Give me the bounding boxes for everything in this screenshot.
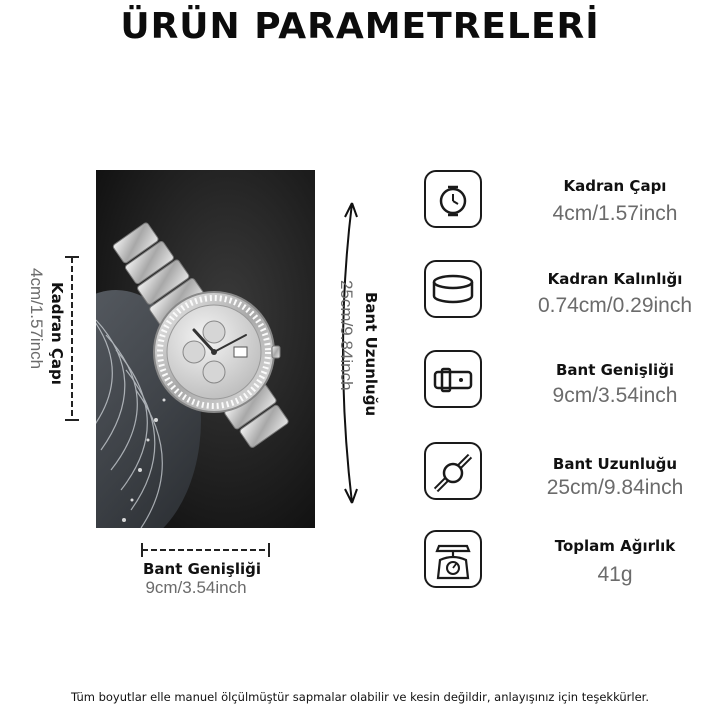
param-label: Kadran Çapı [563,177,667,195]
band-width-icon [424,350,482,408]
footnote: Tüm boyutlar elle manuel ölçülmüştür sapmalar olabilir ve kesin değildir, anlayışınız için teşekkürler. [71,690,649,704]
band-length-icon [424,442,482,500]
param-label: Bant Genişliği [555,361,675,379]
band-width-bracket [138,540,274,560]
param-total-weight [420,530,710,600]
dial-diameter-label: Kadran Çapı [48,282,66,385]
param-dial-thickness [420,260,710,330]
band-length-value: 25cm/9.84inch [337,280,356,391]
param-value: 41g [597,563,633,586]
band-width-value: 9cm/3.54inch [145,578,247,597]
param-value: 25cm/9.84inch [546,476,684,499]
dial-thickness-icon [424,260,482,318]
page-title: ÜRÜN PARAMETRELERİ [120,6,600,47]
param-label: Kadran Kalınlığı [547,270,683,288]
band-width-label: Bant Genişliği [142,560,262,578]
scale-icon [424,530,482,588]
dial-diameter-value: 4cm/1.57inch [27,268,46,370]
param-value: 4cm/1.57inch [552,202,678,225]
param-band-width [420,350,710,420]
param-dial-diameter [420,170,710,240]
param-value: 9cm/3.54inch [552,384,678,407]
watch-photo [96,170,315,528]
param-label: Toplam Ağırlık [554,537,676,555]
param-band-length [420,442,710,512]
param-label: Bant Uzunluğu [552,455,678,473]
band-length-label: Bant Uzunluğu [362,292,380,417]
clock-icon [424,170,482,228]
param-value: 0.74cm/0.29inch [537,294,693,317]
